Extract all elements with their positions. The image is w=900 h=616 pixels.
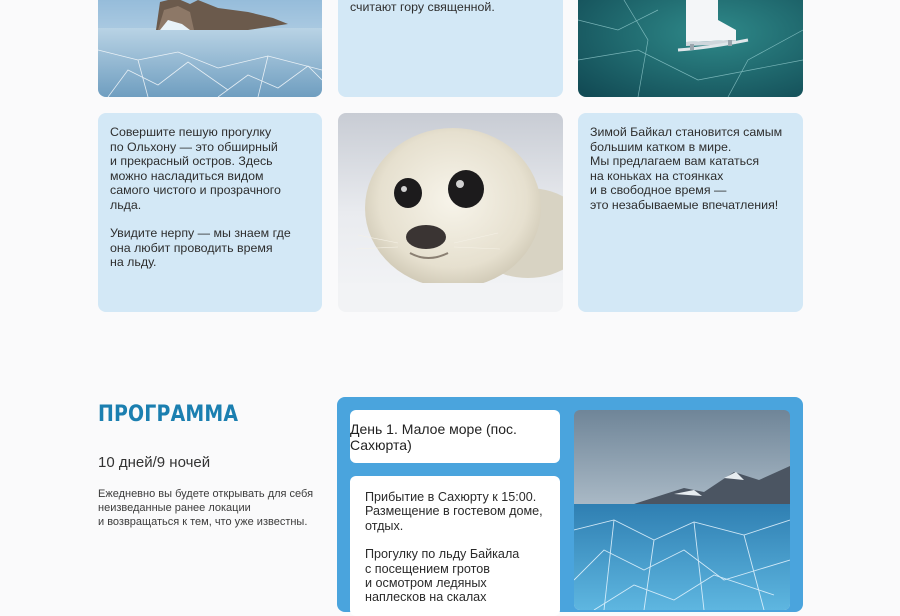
baikal-ice-landscape-photo bbox=[574, 410, 790, 610]
program-description: Ежедневно вы будете открывать для себя неизведанные ранее локации и возвращаться к тем, что уже известны. bbox=[98, 488, 314, 528]
info-card-skating bbox=[578, 113, 803, 312]
info-card-mountain bbox=[338, 0, 563, 97]
info-card-seal-text: Увидите нерпу — мы знаем где она любит проводить время на льду. bbox=[110, 226, 291, 269]
info-card-olkhon bbox=[98, 113, 322, 312]
ice-skate-photo bbox=[578, 0, 803, 97]
day-1-title: День 1. Малое море (пос. Сахюрта) bbox=[350, 410, 560, 463]
info-card-olkhon-text: Совершите пешую прогулку по Ольхону — это обширный и прекрасный остров. Здесь можно насладиться видом самого чистого и прозрачного льда. bbox=[110, 125, 281, 212]
day-1-arrival-text: Прибытие в Сахюрту к 15:00. Размещение в гостевом доме, отдых. bbox=[365, 490, 543, 533]
info-card-mountain-text: считают гору священной. bbox=[350, 0, 495, 14]
baikal-seal-photo bbox=[338, 113, 563, 312]
info-card-skating-text: Зимой Байкал становится самым большим катком в мире. Мы предлагаем вам кататься на коньках на стоянках и в свободное время — это незабываемые впечатления! bbox=[590, 125, 783, 212]
baikal-rock-ice-photo bbox=[98, 0, 322, 97]
day-1-walk-text: Прогулку по льду Байкала с посещением гротов и осмотром ледяных наплесков на скалах bbox=[365, 547, 520, 605]
program-duration: 10 дней/9 ночей bbox=[98, 454, 211, 471]
program-title: ПРОГРАММА bbox=[98, 402, 239, 427]
day-1-description bbox=[350, 476, 560, 616]
